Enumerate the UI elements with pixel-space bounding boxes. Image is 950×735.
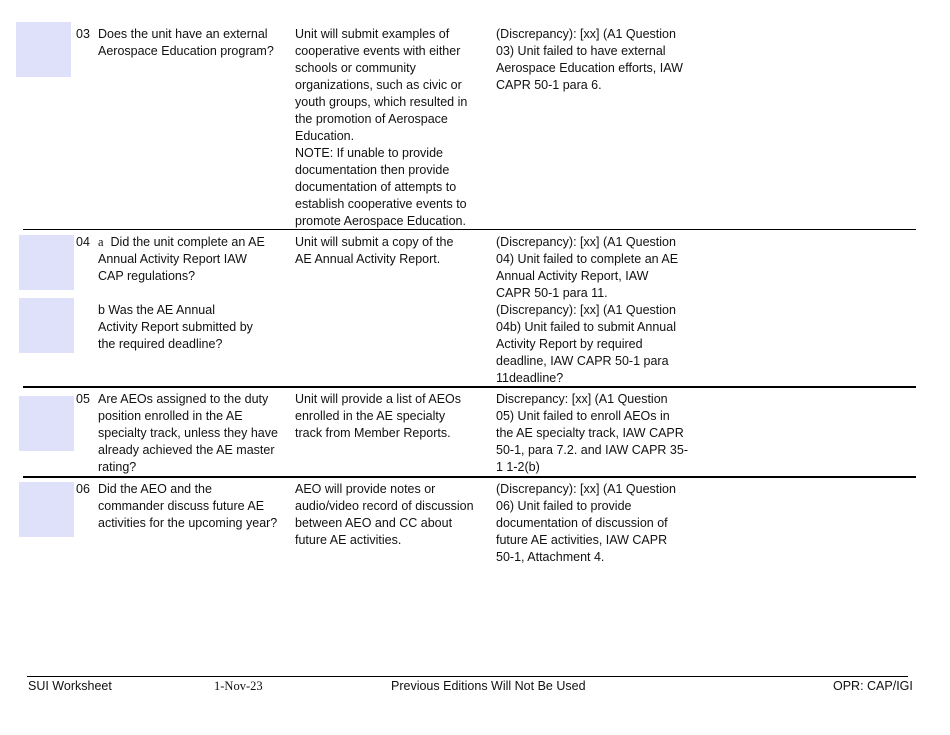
text-line: audio/video record of discussion xyxy=(295,499,474,513)
text-line: CAPR 50-1 para 11. xyxy=(496,286,608,300)
footer-rule xyxy=(27,676,908,677)
text-line: the promotion of Aerospace xyxy=(295,112,448,126)
text-line: documentation of discussion of xyxy=(496,516,668,530)
documentation-text xyxy=(295,391,487,442)
response-box-04b[interactable] xyxy=(19,298,74,353)
text-line: between AEO and CC about xyxy=(295,516,453,530)
footer-notice: Previous Editions Will Not Be Used xyxy=(391,679,586,693)
text-line: Does the unit have an external xyxy=(98,27,268,41)
text-line: AEO will provide notes or xyxy=(295,482,436,496)
question-text xyxy=(98,481,288,532)
text-line: 03) Unit failed to have external xyxy=(496,44,666,58)
question-text xyxy=(98,391,288,476)
text-line: Did the AEO and the xyxy=(98,482,212,496)
footer-date: 1-Nov-23 xyxy=(214,679,263,693)
text-line: Annual Activity Report IAW xyxy=(98,252,247,266)
text-line: Activity Report by required xyxy=(496,337,643,351)
text-line: Aerospace Education efforts, IAW xyxy=(496,61,683,75)
text-line: (Discrepancy): [xx] (A1 Question xyxy=(496,27,676,41)
text-line: organizations, such as civic or xyxy=(295,78,462,92)
text-line: Discrepancy: [xx] (A1 Question xyxy=(496,392,668,406)
text-line: Annual Activity Report, IAW xyxy=(496,269,649,283)
text-line: AE Annual Activity Report. xyxy=(295,252,441,266)
text-line: promote Aerospace Education. xyxy=(295,214,466,228)
text-line: 04b) Unit failed to submit Annual xyxy=(496,320,676,334)
text-line: NOTE: If unable to provide xyxy=(295,146,443,160)
text-line: schools or community xyxy=(295,61,416,75)
text-line: Education. xyxy=(295,129,355,143)
question-a-prefix: a xyxy=(98,235,104,249)
text-line: (Discrepancy): [xx] (A1 Question xyxy=(496,482,676,496)
text-line xyxy=(98,234,288,251)
text-line: the AE specialty track, IAW CAPR xyxy=(496,426,684,440)
response-box-05[interactable] xyxy=(19,396,74,451)
text-line: position enrolled in the AE xyxy=(98,409,243,423)
response-box-04a[interactable] xyxy=(19,235,74,290)
text-line: b Was the AE Annual xyxy=(98,303,215,317)
text-line: enrolled in the AE specialty xyxy=(295,409,446,423)
response-box-06[interactable] xyxy=(19,482,74,537)
text-line: 1 1-2(b) xyxy=(496,460,540,474)
text-line: Activity Report submitted by xyxy=(98,320,253,334)
text-line: (Discrepancy): [xx] (A1 Question xyxy=(496,235,676,249)
text-line: Are AEOs assigned to the duty xyxy=(98,392,269,406)
row-divider xyxy=(23,386,916,388)
text-line: Unit will submit a copy of the xyxy=(295,235,454,249)
text-line: track from Member Reports. xyxy=(295,426,451,440)
text-line: activities for the upcoming year? xyxy=(98,516,278,530)
text-line: Unit will submit examples of xyxy=(295,27,450,41)
row-divider xyxy=(23,476,916,478)
discrepancy-text xyxy=(496,481,706,566)
text-line: 04) Unit failed to complete an AE xyxy=(496,252,679,266)
item-number: 05 xyxy=(76,392,90,406)
text-line: already achieved the AE master xyxy=(98,443,275,457)
item-number: 04 xyxy=(76,235,90,249)
response-box-03[interactable] xyxy=(16,22,71,77)
text-line: (Discrepancy): [xx] (A1 Question xyxy=(496,303,676,317)
item-number: 03 xyxy=(76,27,90,41)
text-line: 11deadline? xyxy=(496,371,564,385)
text-line: Aerospace Education program? xyxy=(98,44,274,58)
discrepancy-text xyxy=(496,391,706,476)
text-line: the required deadline? xyxy=(98,337,223,351)
text-line: cooperative events with either xyxy=(295,44,461,58)
text-line: future AE activities, IAW CAPR xyxy=(496,533,668,547)
text-line: specialty track, unless they have xyxy=(98,426,278,440)
text-line: CAP regulations? xyxy=(98,269,196,283)
documentation-text xyxy=(295,26,487,230)
text-line: rating? xyxy=(98,460,137,474)
discrepancy-text xyxy=(496,234,706,387)
question-a-line: Did the unit complete an AE xyxy=(110,235,265,249)
documentation-text xyxy=(295,481,487,549)
documentation-text xyxy=(295,234,487,268)
text-line: establish cooperative events to xyxy=(295,197,467,211)
text-line: Unit will provide a list of AEOs xyxy=(295,392,462,406)
row-divider xyxy=(23,229,916,230)
item-number: 06 xyxy=(76,482,90,496)
text-line: future AE activities. xyxy=(295,533,402,547)
text-line: commander discuss future AE xyxy=(98,499,265,513)
text-line: documentation then provide xyxy=(295,163,450,177)
text-line: 50-1, Attachment 4. xyxy=(496,550,605,564)
footer-title: SUI Worksheet xyxy=(28,679,112,693)
question-text xyxy=(98,26,288,60)
text-line: youth groups, which resulted in xyxy=(295,95,468,109)
text-line: CAPR 50-1 para 6. xyxy=(496,78,602,92)
text-line: documentation of attempts to xyxy=(295,180,457,194)
question-text xyxy=(98,234,288,353)
text-line: 06) Unit failed to provide xyxy=(496,499,632,513)
text-line: 05) Unit failed to enroll AEOs in xyxy=(496,409,670,423)
text-line: deadline, IAW CAPR 50-1 para xyxy=(496,354,669,368)
footer-opr: OPR: CAP/IGI xyxy=(833,679,913,693)
discrepancy-text xyxy=(496,26,706,94)
text-line: 50-1, para 7.2. and IAW CAPR 35- xyxy=(496,443,688,457)
